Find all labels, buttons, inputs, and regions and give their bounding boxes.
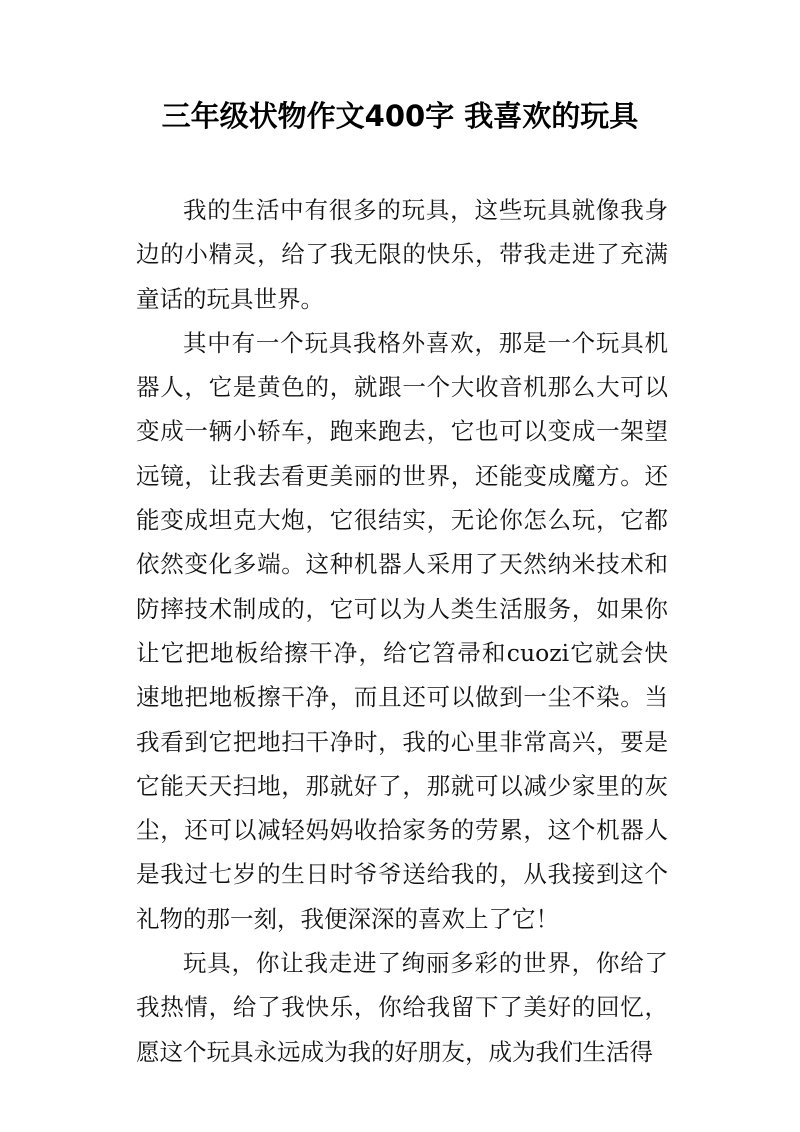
document-title: 三年级状物作文400字 我喜欢的玩具 [161,99,639,133]
document-body [136,188,668,1074]
paragraph-2: 其中有一个玩具我格外喜欢，那是一个玩具机器人，它是黄色的，就跟一个大收音机那么大可以变成一辆小轿车，跑来跑去，它也可以变成一架望远镜，让我去看更美丽的世界，还能变成魔方。还能变成坦克大炮，它很结实，无论你怎么玩，它都依然变化多端。这种机器人采用了天然纳米技术和防摔技术制成的，它可以为人类生活服务，如果你让它把地板给擦干净，给它笤帚和cuozi它就会快速地把地板擦干净，而且还可以做到一尘不染。当我看到它把地扫干净时，我的心里非常高兴，要是它能天天扫地，那就好了，那就可以减少家里的灰尘，还可以减轻妈妈收拾家务的劳累，这个机器人是我过七岁的生日时爷爷送给我的，从我接到这个礼物的那一刻，我便深深的喜欢上了它！ [136,328,668,933]
paragraph-1: 我的生活中有很多的玩具，这些玩具就像我身边的小精灵，给了我无限的快乐，带我走进了充满童话的玩具世界。 [136,196,668,313]
paragraph-3: 玩具，你让我走进了绚丽多彩的世界，你给了我热情，给了我快乐，你给我留下了美好的回忆，愿这个玩具永远成为我的好朋友，成为我们生活得 [136,949,668,1066]
